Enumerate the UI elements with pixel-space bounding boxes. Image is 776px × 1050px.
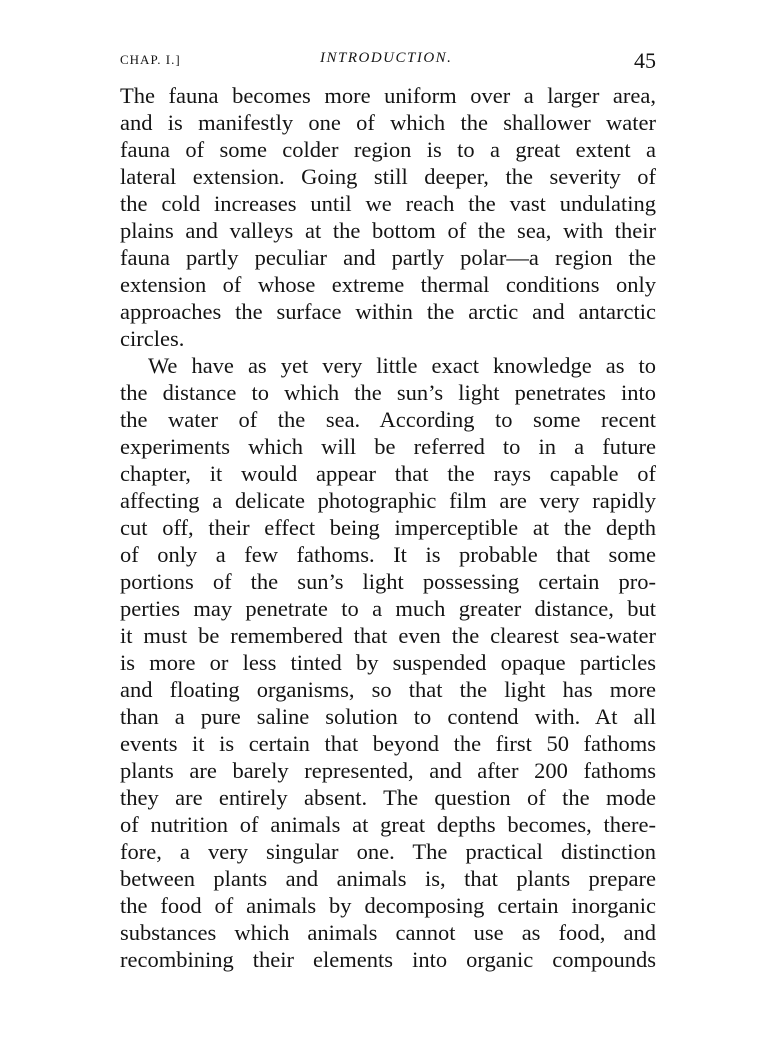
text-line: the water of the sea. According to some recent <box>120 407 656 432</box>
paragraph-2 <box>120 352 656 973</box>
text-line: and floating organisms, so that the light has more <box>120 677 656 702</box>
text-line: events it is certain that beyond the first 50 fathoms <box>120 731 656 756</box>
text-line: cut off, their effect being imperceptible at the depth <box>120 515 656 540</box>
text-line: circles. <box>120 326 185 351</box>
text-line: lateral extension. Going still deeper, the severity of <box>120 164 656 189</box>
text-line: and is manifestly one of which the shallower water <box>120 110 656 135</box>
text-line: extension of whose extreme thermal conditions only <box>120 272 656 297</box>
text-line: plants are barely represented, and after 200 fathoms <box>120 758 656 783</box>
text-line: they are entirely absent. The question of the mode <box>120 785 656 810</box>
running-title: INTRODUCTION. <box>320 50 453 66</box>
text-line: fore, a very singular one. The practical distinction <box>120 839 656 864</box>
text-line: between plants and animals is, that plants prepare <box>120 866 656 891</box>
text-line: the food of animals by decomposing certain inorganic <box>120 893 656 918</box>
text-line: chapter, it would appear that the rays capable of <box>120 461 656 486</box>
text-line: of nutrition of animals at great depths becomes, there- <box>120 812 656 837</box>
text-line: recombining their elements into organic compounds <box>120 947 656 972</box>
text-line: experiments which will be referred to in a future <box>120 434 656 459</box>
text-line: fauna of some colder region is to a great extent a <box>120 137 656 162</box>
text-line: portions of the sun’s light possessing certain pro- <box>120 569 656 594</box>
text-line: The fauna becomes more uniform over a larger area, <box>120 83 656 108</box>
text-line: perties may penetrate to a much greater distance, but <box>120 596 656 621</box>
paragraph-1 <box>120 82 656 352</box>
text-line: is more or less tinted by suspended opaque particles <box>120 650 656 675</box>
text-line: approaches the surface within the arctic and antarctic <box>120 299 656 324</box>
page-number: 45 <box>634 48 656 73</box>
text-line: fauna partly peculiar and partly polar—a region the <box>120 245 656 270</box>
text-line: substances which animals cannot use as food, and <box>120 920 656 945</box>
text-line: than a pure saline solution to contend with. At all <box>120 704 656 729</box>
text-line: the cold increases until we reach the vast undulating <box>120 191 656 216</box>
text-line: of only a few fathoms. It is probable that some <box>120 542 656 567</box>
text-line: the distance to which the sun’s light penetrates into <box>120 380 656 405</box>
running-head <box>120 48 656 78</box>
chapter-label: CHAP. I.] <box>120 52 181 67</box>
text-line: affecting a delicate photographic film are very rapidly <box>120 488 656 513</box>
text-line: We have as yet very little exact knowledge as to <box>148 353 656 378</box>
body-text <box>120 82 656 973</box>
text-line: plains and valleys at the bottom of the sea, with their <box>120 218 656 243</box>
text-line: it must be remembered that even the clearest sea-water <box>120 623 656 648</box>
